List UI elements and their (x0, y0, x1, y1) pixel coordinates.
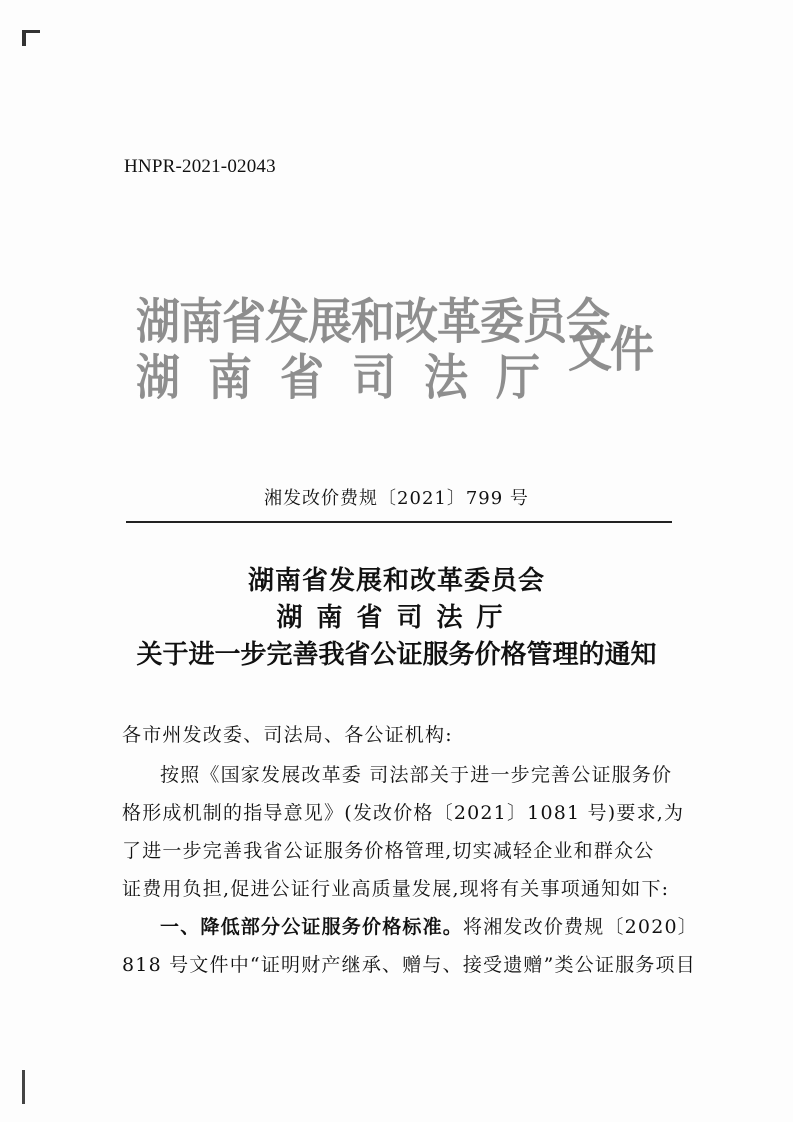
title-line-3: 关于进一步完善我省公证服务价格管理的通知 (136, 640, 657, 670)
document-code: HNPR-2021-02043 (124, 156, 276, 177)
section-1-line-1 (160, 912, 716, 939)
issuer-heading (136, 282, 666, 432)
binding-mark-bottom (22, 1070, 25, 1104)
header-divider (126, 521, 672, 523)
title-line-2: 湖南省司法厅 (276, 603, 517, 633)
paragraph-1-line-4: 证费用负担,促进公证行业高质量发展,现将有关事项通知如下: (122, 878, 670, 900)
binding-mark-top-horizontal (22, 30, 40, 33)
document-number: 湘发改价费规〔2021〕799 号 (264, 488, 529, 509)
paragraph-1-line-2: 格形成机制的指导意见》(发改价格〔2021〕1081 号)要求,为 (122, 802, 685, 824)
title-line-1: 湖南省发展和改革委员会 (247, 566, 545, 596)
section-1-text: 将湘发改价费规〔2020〕 (463, 916, 698, 938)
issuer-suffix: 文件 (568, 322, 652, 379)
issuer-line-2: 湖南省司法厅 (136, 350, 568, 407)
paragraph-1-line-3: 了进一步完善我省公证服务价格管理,切实减轻企业和群众公 (122, 840, 655, 862)
section-1-heading: 一、降低部分公证服务价格标准。 (160, 916, 464, 938)
section-1-line-2: 818 号文件中“证明财产继承、赠与、接受遗赠”类公证服务项目 (122, 954, 696, 976)
salutation: 各市州发改委、司法局、各公证机构: (122, 724, 453, 746)
paragraph-1-line-1: 按照《国家发展改革委 司法部关于进一步完善公证服务价 (160, 764, 673, 786)
issuer-line-1: 湖南省发展和改革委员会 (136, 294, 609, 351)
